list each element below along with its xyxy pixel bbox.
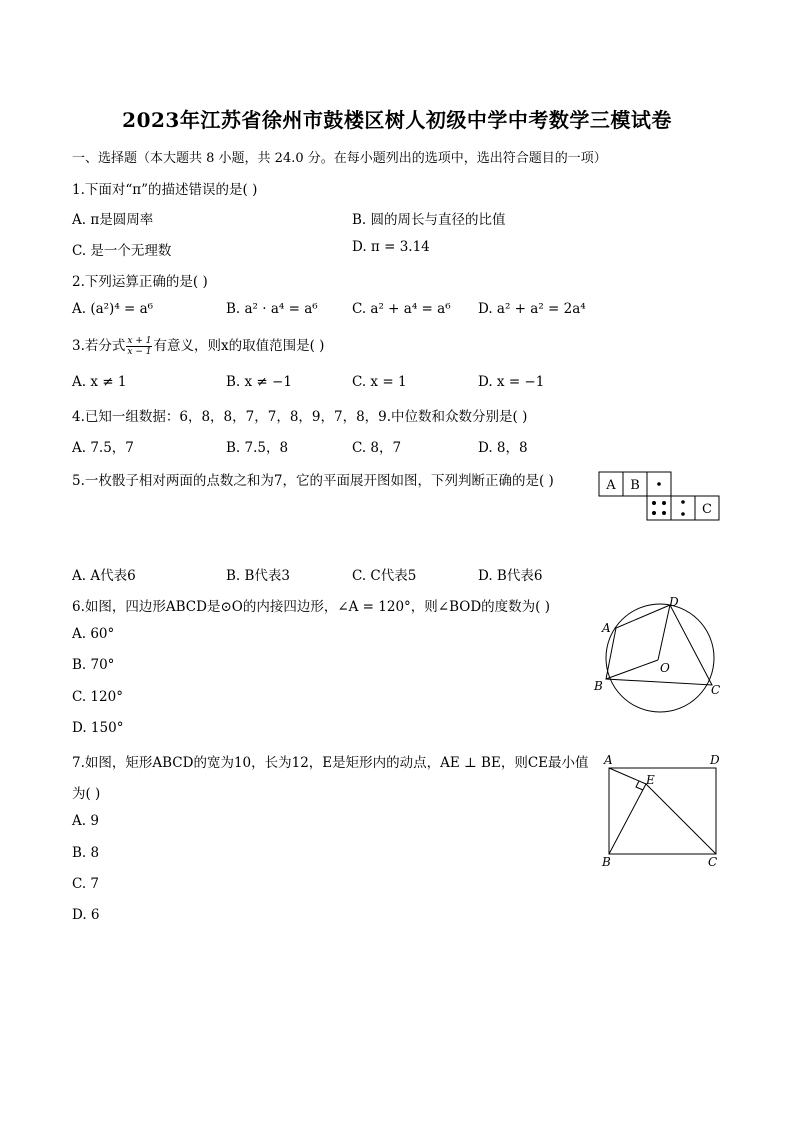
q2-option-b: B. a² · a⁴ = a⁶ xyxy=(226,301,318,317)
q3-fraction-numerator: x + 1 xyxy=(127,336,152,346)
q5-option-a: A. A代表6 xyxy=(72,568,136,584)
q3-stem-suffix: 有意义，则x的取值范围是( ) xyxy=(153,338,325,354)
net-label-a: A xyxy=(606,478,616,493)
section-heading: 一、选择题（本大题共 8 小题，共 24.0 分。在每小题列出的选项中，选出符合题目的一项） xyxy=(72,151,607,166)
q1-option-b: B. 圆的周长与直径的比值 xyxy=(352,212,506,228)
point-label-c: C xyxy=(711,683,721,697)
question-6-stem: 6.如图，四边形ABCD是⊙O的内接四边形，∠A = 120°，则∠BOD的度数为( ) xyxy=(72,599,551,615)
point-label-a: A xyxy=(602,621,611,635)
question-3-stem xyxy=(72,334,324,357)
q6-option-a: A. 60° xyxy=(72,626,115,642)
question-5-stem: 5.一枚骰子相对两面的点数之和为7，它的平面展开图如图，下列判断正确的是( ) xyxy=(72,473,554,489)
q3-fraction xyxy=(126,336,152,357)
q3-option-a: A. x ≠ 1 xyxy=(72,374,127,390)
q3-option-b: B. x ≠ −1 xyxy=(226,374,292,390)
page-title: 2023年江苏省徐州市鼓楼区树人初级中学中考数学三模试卷 xyxy=(122,108,672,132)
point-label-e: E xyxy=(646,773,655,787)
segment-ce xyxy=(646,784,716,854)
q4-option-a: A. 7.5，7 xyxy=(72,440,134,456)
segment-ae xyxy=(609,768,646,784)
q6-option-b: B. 70° xyxy=(72,657,115,673)
point-label-b: B xyxy=(594,679,603,693)
point-label-d: D xyxy=(669,595,679,609)
dot-icon xyxy=(681,512,685,516)
question-7-stem-line-2: 为( ) xyxy=(72,786,101,802)
point-label-c: C xyxy=(708,855,718,869)
q7-option-d: D. 6 xyxy=(72,907,100,923)
q6-option-c: C. 120° xyxy=(72,689,123,705)
q4-option-c: C. 8，7 xyxy=(352,440,402,456)
segment-be xyxy=(609,784,646,854)
question-7-stem-line-1: 7.如图，矩形ABCD的宽为10，长为12，E是矩形内的动点，AE ⊥ BE，则CE最小值 xyxy=(72,755,589,771)
q3-stem-prefix: 3.若分式 xyxy=(72,338,126,354)
q5-option-b: B. B代表3 xyxy=(226,568,291,584)
q4-option-d: D. 8，8 xyxy=(478,440,528,456)
rectangle-figure xyxy=(598,750,728,869)
rectangle-abcd xyxy=(609,768,716,854)
q3-option-c: C. x = 1 xyxy=(352,374,407,390)
point-label-a: A xyxy=(604,753,613,767)
q2-option-c: C. a² + a⁴ = a⁶ xyxy=(352,301,451,317)
dot-icon xyxy=(657,482,661,486)
dice-net-figure xyxy=(598,470,728,526)
net-label-c: C xyxy=(702,502,712,517)
point-label-d: D xyxy=(710,753,720,767)
q6-option-d: D. 150° xyxy=(72,720,124,736)
q4-option-b: B. 7.5，8 xyxy=(226,440,289,456)
q7-option-a: A. 9 xyxy=(72,813,99,829)
point-label-o: O xyxy=(660,661,670,675)
dot-icon xyxy=(662,501,666,505)
q7-option-c: C. 7 xyxy=(72,876,100,892)
net-square-four-dots xyxy=(647,496,671,520)
question-1-stem: 1.下面对“π”的描述错误的是( ) xyxy=(72,182,258,198)
q2-option-a: A. (a²)⁴ = a⁶ xyxy=(72,301,154,317)
q5-option-d: D. B代表6 xyxy=(478,568,543,584)
question-2-stem: 2.下列运算正确的是( ) xyxy=(72,274,208,290)
net-label-b: B xyxy=(630,478,640,493)
q2-option-d: D. a² + a² = 2a⁴ xyxy=(478,301,586,317)
q3-option-d: D. x = −1 xyxy=(478,374,545,390)
q1-option-a: A. π是圆周率 xyxy=(72,212,154,228)
q1-option-c: C. 是一个无理数 xyxy=(72,243,172,259)
inscribed-quadrilateral-figure xyxy=(588,592,728,722)
q5-option-c: C. C代表5 xyxy=(352,568,417,584)
q1-option-d: D. π = 3.14 xyxy=(352,239,430,255)
dot-icon xyxy=(652,501,656,505)
point-label-b: B xyxy=(602,855,611,869)
q3-fraction-denominator: x − 1 xyxy=(127,347,152,357)
question-4-stem: 4.已知一组数据：6，8，8，7，7，8，9，7，8，9.中位数和众数分别是( ) xyxy=(72,409,528,425)
segment-ob xyxy=(606,660,658,679)
dot-icon xyxy=(652,511,656,515)
dot-icon xyxy=(662,511,666,515)
net-square-two-dots xyxy=(671,496,695,520)
q7-option-b: B. 8 xyxy=(72,845,100,861)
segment-od xyxy=(658,605,670,660)
dot-icon xyxy=(681,500,685,504)
